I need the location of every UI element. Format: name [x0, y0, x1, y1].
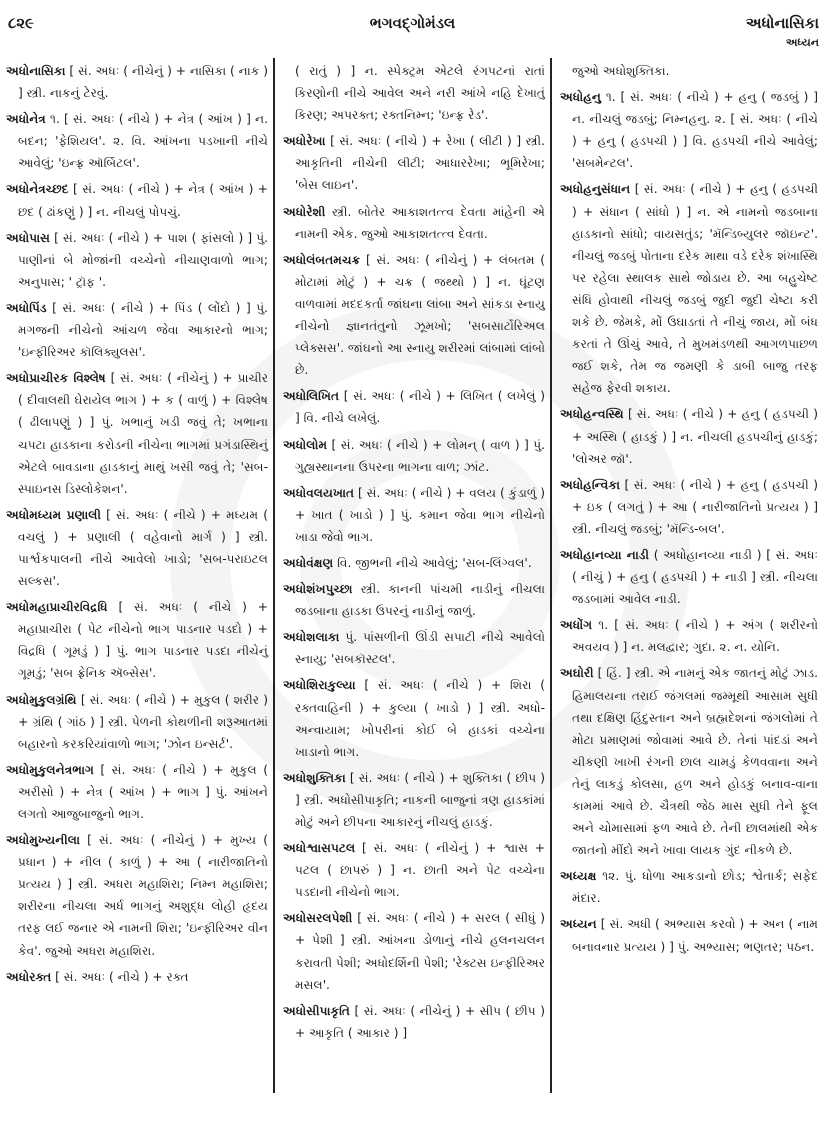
- entry-definition: [ હિં. ] સ્ત્રી. એ નામનું એક જાતનું મોટું ઝાડ. હિમાલયના તરાઈ જંગલમાં જમ્મૂથી આસામ સુધી તથા દક્ષિણ હિંદુસ્તાન અને બ્રહ્મદેશનાં જંગલોમાં તે મોટા પ્રમાણમાં જોવામાં આવે છે. તેનાં પાંદડાં અને ચીકણી ખાખી રંગની છાલ ચામડું કેળવવાના અને તેનું લાકડું કોલસા, હળ અને હોડકું બનાવ-વાના કામમાં આવે છે. ચૈત્રથી જેઠ માસ સુધી તેને ફૂલ અને ચોમાસામાં ફળ આવે છે. તેની છાલમાંથી એક જાતનો મીંદો અને ખાવા લાયક ગુંદ નીકળે છે.: [572, 666, 819, 858]
- dictionary-entry: [560, 614, 818, 658]
- entry-headword: અધોનાસિકા: [6, 64, 66, 78]
- entry-definition: [ સં. અધઃ ( નીચે ) + લિખિત ( લખેલું ) ] વિ. નીચે લખેલું.: [295, 389, 545, 426]
- guide-word-first: અધોનાસિકા: [745, 14, 819, 32]
- entry-definition: સ્ત્રી. બોતેર આકાશતત્ત્વ દેવતા માંહેની એ નામની એક. જુઓ આકાશતત્ત્વ દેવતા.: [295, 204, 546, 241]
- entry-headword: અધોહન્વિકા: [560, 477, 620, 492]
- dictionary-entry: [283, 674, 545, 762]
- dictionary-entry: [283, 130, 545, 196]
- entry-headword: અધોમુખ્યનીલા: [6, 833, 80, 848]
- entry-definition: [ સં. અધઃ ( નીચે ) + મધ્યમ ( વચલું ) + પ્રણાલી ( વહેવાનો માર્ગ ) ] સ્ત્રી. પાર્શ્વકપાલની નીચે આવેલો ખાડો; 'સબ-પરાઇટલ સલ્કસ'.: [18, 507, 268, 589]
- entry-headword: અધોહન્વસ્થિ: [560, 407, 624, 422]
- entry-headword: અધોલંબતમચક્ર: [283, 252, 361, 267]
- entry-headword: અધોવલયખાત: [283, 485, 355, 500]
- dictionary-entry: [283, 1000, 545, 1044]
- entry-definition: [ સં. અધઃ ( નીચે ) + હનુ ( હડપચી ) + સંધાન ( સાંધો ) ] ન. એ નામનો જડબાના હાડકાનો સાંધો; વાયસતુંડ; 'મૅન્ડિબ્યુલર જૉઇન્ટ'. નીચલું જડબું પોતાના દરેક માથા વડે દરેક શંખાસ્થિ પર રહેલા સ્થાલક સાથે જોડાય છે. આ બહુચેષ્ટ સંધિ હોવાથી નીચલું જડબું જુદી જુદી ચેષ્ટા કરી શકે છે. જેમકે, મોં ઉઘાડતાં તે નીચું જાય, મોં બંધ કરતાં તે ઊંચું આવે, તે મુખમંડળથી આગળપાછળ જઈ શકે, તેમ જ જમણી કે ડાબી બાજુ તરફ સહેજ ફેરવી શકાય.: [572, 182, 819, 396]
- dictionary-entry: [6, 829, 268, 962]
- dictionary-entry: [6, 966, 268, 988]
- entry-definition: [ સં. અધઃ ( નીચે ) + મુકુલ ( શરીર ) + ગ્રંથિ ( ગાંઠ ) ] સ્ત્રી. પેળની કોથળીની શરૂઆતમાં બહારનો કરકરિયાંવાળો ભાગ; 'ઝોન ઇન્સર્ટ'.: [18, 692, 269, 751]
- entry-headword: અધોમુકુલગ્રંથિ: [6, 692, 77, 707]
- entry-headword: અધોપાસ: [6, 230, 50, 245]
- entry-headword: અધોહાનવ્યા નાડી: [560, 547, 649, 562]
- dictionary-entry: [560, 865, 818, 909]
- entry-definition: [ સં. અધઃ ( નીચે ) + લોમન્ ( વાળ ) ] પું. ગુહ્યસ્થાનના ઉપરના ભાગના વાળ; ઝાંટ.: [295, 437, 545, 474]
- dictionary-entry: [283, 482, 545, 548]
- column-3: [560, 60, 818, 962]
- entry-definition: જુઓ અધોશુક્તિકા.: [572, 64, 670, 78]
- entry-headword: અધોહનુસંધાન: [560, 182, 631, 197]
- dictionary-entry: [560, 86, 818, 174]
- page-title: ભગવદ્ગોમંડલ: [369, 14, 456, 32]
- entry-definition: ૧. [ સં. અધઃ ( નીચે ) + અંગ ( શરીરનો અવયવ ) ] ન. મલદ્વાર; ગુદા. ૨. ન. યોનિ.: [572, 618, 818, 655]
- entry-headword: અધોશિરાકુલ્યા: [283, 678, 356, 693]
- entry-headword: અધોશલાકા: [283, 630, 340, 645]
- dictionary-entry: [560, 403, 818, 469]
- entry-headword: અધોમધ્યમ પ્રણાલી: [6, 507, 101, 522]
- dictionary-entry: [6, 227, 268, 293]
- entry-headword: અધોંગ: [560, 618, 593, 633]
- entry-definition: [ સં. અધઃ ( નીચે ) + પિંડ ( લોંદો ) ] પું. મગજની નીચેનો આંચળ જેવા આકારનો ભાગ; 'ઇન્ફીરિઅર કૉલિક્યુલસ'.: [18, 300, 268, 360]
- entry-definition: વિ. જીભની નીચે આવેલું; 'સબ-લિંગ્વલ'.: [337, 555, 532, 570]
- entry-headword: અધોસીપાકૃતિ: [283, 1003, 350, 1018]
- entry-definition: [ સં. અધઃ ( નીચે ) + વલય ( કુંડાળું ) + ખાત ( ખાડો ) ] પું. કમાન જેવા ભાગ નીચેનો ખાડા જેવો ભાગ.: [295, 485, 545, 544]
- page-number: ૮૨૯: [8, 14, 34, 32]
- dictionary-entry: [283, 385, 545, 429]
- entry-headword: અધોપિંડ: [6, 300, 47, 315]
- entry-definition: [ સં. અધઃ ( નીચેનું ) + શ્વાસ + પટલ ( છાપરું ) ] ન. છાતી અને પેટ વચ્ચેના પડદાની નીચેનો ભાગ.: [295, 841, 545, 900]
- dictionary-entry: [283, 837, 545, 903]
- entry-definition: સ્ત્રી. કાનની પાંચમી નાડીનું નીચલા જડબાના હાડકા ઉપરનું નાડીનું જાળું.: [295, 582, 546, 619]
- entry-headword: અધોહનુ: [560, 90, 601, 105]
- dictionary-entry: [6, 297, 268, 363]
- dictionary-entry: [560, 60, 818, 82]
- entry-headword: અધોમહાપ્રાચીરવિદ્રધિ: [6, 600, 108, 615]
- dictionary-entry: [283, 249, 545, 382]
- column-divider: [273, 58, 275, 1093]
- entry-definition: ૧૨. પું. ધોળા આકડાનો છોડ; શ્વેતાર્ક; સફેદ મંદાર.: [572, 869, 819, 906]
- dictionary-entry: [283, 434, 545, 478]
- entry-definition: [ સં. અધઃ ( નીચેનું ) + સીપ ( છીપ ) + આકૃતિ ( આકાર ) ]: [295, 1003, 546, 1040]
- entry-definition: [ સં. અધઃ ( નીચે ) + પાશ ( ફાંસલો ) ] પું. પાણીનાં બે મોજાંની વચ્ચેનો નીચાણવાળો ભાગ; અનુપાસ; ' ટ્રૉફ '.: [18, 230, 269, 289]
- entry-definition: [ સં. અધઃ ( નીચેનું ) + મુખ્ય ( પ્રધાન ) + નીલ ( કાળું ) + આ ( નારીજાતિનો પ્રત્યય ) ] સ્ત્રી. અધરા મહાશિરા; નિમ્ન મહાશિરા; શરીરના નીચલા અર્ધ ભાગનું અશુદ્ધ લોહી હૃદય તરફ લઈ જનાર એ નામની શિરા; 'ઇન્ફીરિઅર વીન કેવ'. જુઓ અધરા મહાશિરા.: [18, 833, 268, 958]
- dictionary-entry: [560, 913, 818, 957]
- entry-definition: [ સં. અધઃ ( નીચેનું ) + લંબતમ ( મોટામાં મોટું ) + ચક્ર ( જથ્થો ) ] ન. ઘૂંટણ વાળવામાં મદદકર્તા જાંઘના લાંબા અને સાંકડા સ્નાયુ નીચેનો જ્ઞાનતંતુનો ઝૂમખો; 'સબસાર્ટોરિઅલ પ્લેક્સસ'. જાંઘનો આ સ્નાયુ શરીરમાં લાંબામાં લાંબો છે.: [295, 252, 546, 378]
- entry-headword: અધોમુકુલનેત્રભાગ: [6, 762, 94, 777]
- entry-definition: [ સં. અધઃ ( નીચે ) + મહાપ્રાચીરા ( પેટ નીચેનો ભાગ પાડનાર પડદો ) + વિદ્રધિ ( ગૂમડું ) ] પું. ભાગ પાડનાર પડદા નીચેનું ગૂમડું; 'સબ ફ્રેનિક ઍબ્સેસ'.: [18, 600, 269, 681]
- entry-definition: [ સં. અધઃ ( નીચે ) + સરલ ( સીધું ) + પેશી ] સ્ત્રી. આંખના ડોળાનું નીચે હલનચલન કરાવતી પેશી; અધોદર્શિની પેશી; 'રેક્ટસ ઇન્ફીરિઅર મસલ'.: [295, 911, 546, 992]
- entry-headword: અધોરેશી: [283, 204, 326, 219]
- column-2: [283, 60, 545, 1048]
- dictionary-entry: [6, 689, 268, 755]
- dictionary-entry: [283, 552, 545, 574]
- entry-headword: અધોલોમ: [283, 437, 328, 452]
- entry-headword: અધ્યન: [560, 917, 597, 932]
- page-header: [0, 12, 825, 52]
- dictionary-entry: [6, 596, 268, 684]
- entry-definition: [ સં. અધઃ ( નીચે ) + શુક્તિકા ( છીપ ) ] સ્ત્રી. અધોસીપાકૃતિ; નાકની બાજુનાં ત્રણ હાડકાંમાં મોટું અને છીપના આકારનું નીચલું હાડકું.: [295, 770, 546, 829]
- column-divider: [550, 58, 552, 1093]
- entry-headword: અધોશુક્તિકા: [283, 770, 346, 785]
- guide-word-last: અધ્યન: [785, 36, 819, 49]
- entry-definition: ( રાતું ) ] ન. સ્પેક્ટ્રમ એટલે રંગપટનાં રાતાં કિરણોની નીચે આવેલ અને નરી આંખે નહિ દેખાતું કિરણ; અપરક્ત; રક્તનિમ્ન; 'ઇન્ફ્ર રેડ'.: [295, 64, 545, 123]
- column-1: [6, 60, 268, 992]
- entry-definition: ૧. [ સં. અધઃ ( નીચે ) + નેત્ર ( આંખ ) ] ન. બદન; 'ફેશિયલ'. ૨. વિ. આંખના પડખાની નીચે આવેલું; 'ઇન્ફ્ર ઑર્બિટલ'.: [18, 112, 268, 171]
- entry-headword: અધોશંખપુચ્છા: [283, 582, 353, 597]
- entry-definition: [ સં. અધઃ ( નીચે ) + મુકુલ ( અરીસો ) + નેત્ર ( આંખ ) + ભાગ ] પું. આંખને લગતો આજુબાજુનો ભાગ.: [18, 762, 268, 821]
- entry-definition: ( અધોહાનવ્યા નાડી ) [ સં. અધઃ ( નીચું ) + હનુ ( હડપચી ) + નાડી ] સ્ત્રી. નીચલા જડબામાં આવેલ નાડી.: [572, 547, 819, 607]
- entry-definition: [ સં. અધઃ ( નીચે ) + રેખા ( લીટી ) ] સ્ત્રી. આકૃતિની નીચેની લીટી; આધારરેખા; ભૂમિરેખા; 'બેસ લાઇન'.: [295, 134, 546, 193]
- dictionary-entry: [6, 178, 268, 222]
- dictionary-entry: [6, 367, 268, 500]
- entry-headword: અધોરેખા: [283, 134, 326, 149]
- entry-definition: [ સં. અધઃ ( નીચેનું ) + નાસિકા ( નાક ) ] સ્ત્રી. નાકનું ટેરવું.: [18, 64, 268, 101]
- dictionary-entry: [283, 626, 545, 670]
- entry-headword: અઘોરી: [560, 666, 594, 681]
- entry-headword: અધ્યક્ષ: [560, 869, 597, 884]
- entry-headword: અધોશ્વાસપટલ: [283, 841, 356, 856]
- dictionary-entry: [283, 767, 545, 833]
- dictionary-entry: [560, 178, 818, 399]
- entry-headword: અધોપ્રાચીરક વિશ્લેષ: [6, 371, 106, 386]
- entry-headword: અધોનેત્રચ્છદ: [6, 182, 69, 197]
- dictionary-entry: [560, 544, 818, 610]
- entry-definition: [ સં. અધઃ ( નીચે ) + હનુ ( હડપચી ) + અસ્થિ ( હાડકું ) ] ન. નીચલી હડપચીનું હાડકું; 'લોઅર જૉ'.: [572, 407, 819, 466]
- entry-headword: અધોલિખિત: [283, 389, 340, 404]
- dictionary-entry: [6, 759, 268, 825]
- dictionary-entry: [283, 907, 545, 995]
- entry-definition: [ સં. અધઃ ( નીચે ) + શિરા ( રક્તવાહિની ) + કુલ્યા ( ખાડો ) ] સ્ત્રી. અધો-અન્વાયામ; ખોપરીનાં કોઈ બે હાડકાં વચ્ચેના ખાડાનો ભાગ.: [295, 678, 545, 759]
- dictionary-entry: [560, 662, 818, 861]
- dictionary-entry: [560, 474, 818, 540]
- entry-definition: [ સં. અધી ( અભ્યાસ કરવો ) + અન ( નામ બનાવનાર પ્રત્યય ) ] પું. અભ્યાસ; ભણતર; પઠન.: [572, 917, 818, 954]
- entry-headword: અધોવંક્ષણ: [283, 555, 334, 570]
- entry-definition: [ સં. અધઃ ( નીચે ) + હનુ ( હડપચી ) + ઇક ( લગતું ) + આ ( નારીજાતિનો પ્રત્યય ) ] સ્ત્રી. નીચલું જડબું; 'મૅન્ડિ-બલ'.: [572, 477, 819, 536]
- entry-definition: ૧. [ સં. અધઃ ( નીચે ) + હનુ ( જડબું ) ] ન. નીચલું જડબું; નિમ્નહનુ. ૨. [ સં. અધઃ ( નીચે ) + હનુ ( હડપચી ) ] વિ. હડપચી નીચે આવેલું; 'સબમેન્ટલ'.: [572, 90, 818, 171]
- entry-headword: અધોરક્ત: [6, 969, 52, 984]
- dictionary-entry: [6, 60, 268, 104]
- entry-definition: પું. પાંસળીની ઊંડી સપાટી નીચે આવેલો સ્નાયુ; 'સબકૉસ્ટલ'.: [295, 630, 545, 667]
- dictionary-entry: [283, 578, 545, 622]
- dictionary-entry: [283, 60, 545, 126]
- entry-definition: [ સં. અધઃ ( નીચે ) + નેત્ર ( આંખ ) + છદ ( ઢાંકણું ) ] ન. નીચલું પોપચું.: [18, 182, 268, 219]
- entry-definition: [ સં. અધઃ ( નીચેનું ) + પ્રાચીર ( દીવાલથી ઘેરાયેલ ભાગ ) + ક ( વાળું ) + વિશ્લેષ ( ઢીલાપણું ) ] પું. ખભાનું ખડી જવું તે; ખભાના ચપટા હાડકાના કરોડની નીચેના ભાગમાં પ્રગંડાસ્થિનું એટલે બાવડાના હાડકાનું માથું ખસી જવું તે; 'સબ-સ્પાઇનસ ડિસ્લોકેશન'.: [18, 371, 269, 496]
- entry-headword: અધોનેત્ર: [6, 112, 46, 127]
- entry-headword: અધોસરલપેશી: [283, 911, 353, 926]
- dictionary-entry: [6, 504, 268, 592]
- entry-definition: [ સં. અધઃ ( નીચે ) + રક્ત: [55, 969, 189, 984]
- dictionary-entry: [283, 201, 545, 245]
- dictionary-entry: [6, 108, 268, 174]
